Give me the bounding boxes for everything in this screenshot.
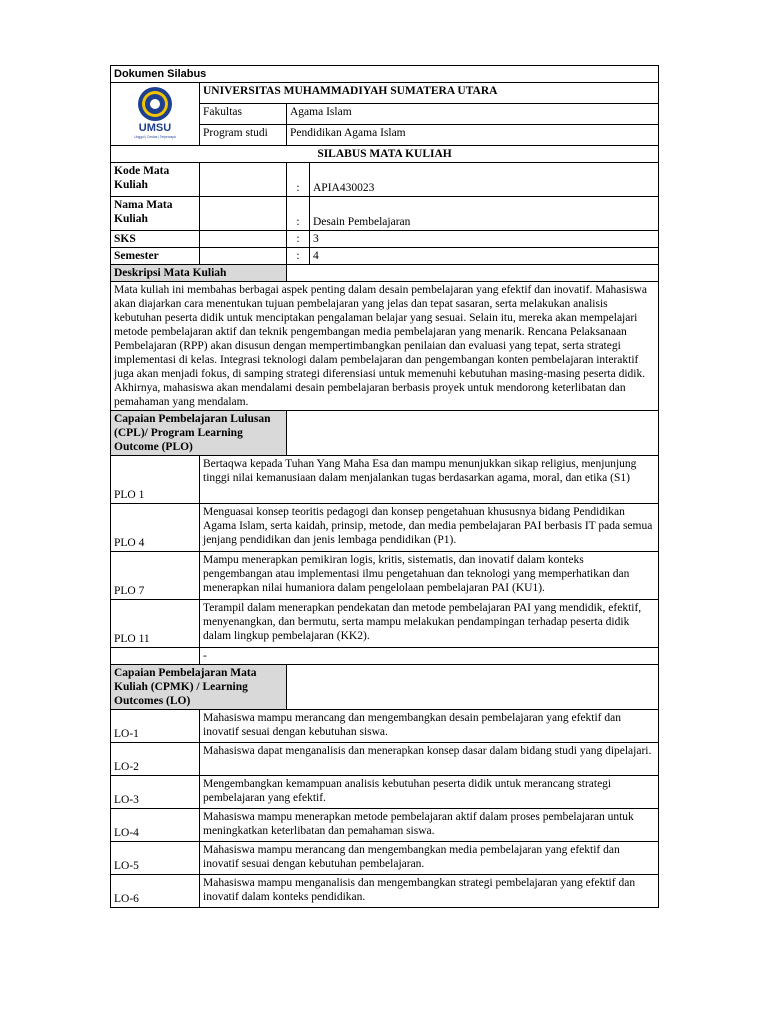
lo-text: Mahasiswa mampu merancang dan mengembangkan desain pembelajaran yang efektif dan inovatif sesuai dengan kebutuhan siswa. [200,710,659,743]
semester-blank [200,248,287,265]
lo-code: LO-1 [111,710,200,743]
plo-text: Menguasai konsep teoritis pedagogi dan konsep pengetahuan khususnya bidang Pendidikan Agama Islam, serta kaidah, prinsip, metode, dan media pembelajaran PAI berbasis IT pada semua jenjang pendidikan dan jenis lembaga pendidikan (P1). [200,504,659,552]
faculty-label: Fakultas [200,104,287,125]
lo-text: Mahasiswa mampu merancang dan mengembangkan media pembelajaran yang efektif dan inovatif sesuai dengan kebutuhan pembelajaran. [200,842,659,875]
plo-code: PLO 4 [111,504,200,552]
lo-code: LO-2 [111,743,200,776]
syllabus-table [110,65,659,908]
sks-sep: : [287,231,310,248]
plo-code: PLO 11 [111,600,200,648]
plo-text: - [200,648,659,665]
plo-text: Mampu menerapkan pemikiran logis, kritis, sistematis, dan inovatif dalam konteks pengembangan atau implementasi ilmu pengetahuan dan teknologi yang memperhatikan dan menerapkan nilai humaniora dalam pengelolaan pembelajaran PAI (KU1). [200,552,659,600]
course-name-value: Desain Pembelajaran [310,197,659,231]
sks-label: SKS [111,231,200,248]
umsu-seal-icon [124,84,186,140]
cpmk-heading: Capaian Pembelajaran Mata Kuliah (CPMK) / Learning Outcomes (LO) [111,665,287,710]
sks-blank [200,231,287,248]
lo-text: Mengembangkan kemampuan analisis kebutuhan peserta didik untuk merancang strategi pembelajaran yang efektif. [200,776,659,809]
description-heading: Deskripsi Mata Kuliah [111,265,287,282]
plo-text: Terampil dalam menerapkan pendekatan dan metode pembelajaran PAI yang mendidik, efektif, menyenangkan, dan bermutu, serta mampu melakukan pendampingan terhadap peserta didik dalam lingkup pembelajaran (KK2). [200,600,659,648]
program-value: Pendidikan Agama Islam [287,125,659,146]
logo-text: UMSU [138,122,172,134]
syllabus-document [110,65,658,908]
cpl-heading: Capaian Pembelajaran Lulusan (CPL)/ Program Learning Outcome (PLO) [111,411,287,456]
lo-text: Mahasiswa mampu menganalisis dan mengembangkan strategi pembelajaran yang efektif dan inovatif dalam konteks pendidikan. [200,875,659,908]
lo-text: Mahasiswa dapat menganalisis dan menerapkan konsep dasar dalam bidang studi yang dipelajari. [200,743,659,776]
semester-sep: : [287,248,310,265]
course-code-value: APIA430023 [310,163,659,197]
program-label: Program studi [200,125,287,146]
logo-subtitle: Unggul | Cerdas | Terpercaya [134,135,176,139]
university-name: UNIVERSITAS MUHAMMADIYAH SUMATERA UTARA [200,83,659,104]
semester-value: 4 [310,248,659,265]
semester-label: Semester [111,248,200,265]
course-code-label: Kode Mata Kuliah [111,163,200,197]
sks-value: 3 [310,231,659,248]
lo-code: LO-6 [111,875,200,908]
lo-text: Mahasiswa mampu menerapkan metode pembelajaran aktif dalam proses pembelajaran untuk meningkatkan keterlibatan dan pemahaman siswa. [200,809,659,842]
course-name-blank [200,197,287,231]
plo-code [111,648,200,665]
lo-code: LO-4 [111,809,200,842]
course-code-sep: : [287,163,310,197]
description-heading-blank [287,265,659,282]
lo-code: LO-5 [111,842,200,875]
plo-text: Bertaqwa kepada Tuhan Yang Maha Esa dan mampu menunjukkan sikap religius, menjunjung tinggi nilai kemanusiaan dalam menjalankan tugas berdasarkan agama, moral, dan etika (S1) [200,456,659,504]
plo-code: PLO 7 [111,552,200,600]
course-name-label: Nama Mata Kuliah [111,197,200,231]
course-name-sep: : [287,197,310,231]
description-text: Mata kuliah ini membahas berbagai aspek penting dalam desain pembelajaran yang efektif dan inovatif. Mahasiswa akan diajarkan cara menentukan tujuan pembelajaran yang jelas dan tepat sasaran, serta melakukan analisis kebutuhan peserta didik untuk menciptakan pengalaman belajar yang sesuai. Selain itu, mereka akan mempelajari metode pembelajaran aktif dan teknik pengembangan media pembelajaran yang menarik. Rencana Pelaksanaan Pembelajaran (RPP) akan disusun dengan mempertimbangkan penilaian dan evaluasi yang tepat, serta strategi implementasi di kelas. Integrasi teknologi dalam pembelajaran dan pengembangan konten pembelajaran interaktif juga akan menjadi fokus, di samping strategi diferensiasi untuk memenuhi kebutuhan masing-masing peserta didik. Akhirnya, mahasiswa akan mendalami desain pembelajaran berbasis proyek untuk mendorong keterlibatan dan pemahaman yang mendalam. [111,282,659,411]
plo-code: PLO 1 [111,456,200,504]
syllabus-title: SILABUS MATA KULIAH [111,146,659,163]
lo-code: LO-3 [111,776,200,809]
cpl-heading-blank [287,411,659,456]
document-label: Dokumen Silabus [111,66,659,83]
cpmk-heading-blank [287,665,659,710]
course-code-blank [200,163,287,197]
university-logo [111,83,200,146]
faculty-value: Agama Islam [287,104,659,125]
